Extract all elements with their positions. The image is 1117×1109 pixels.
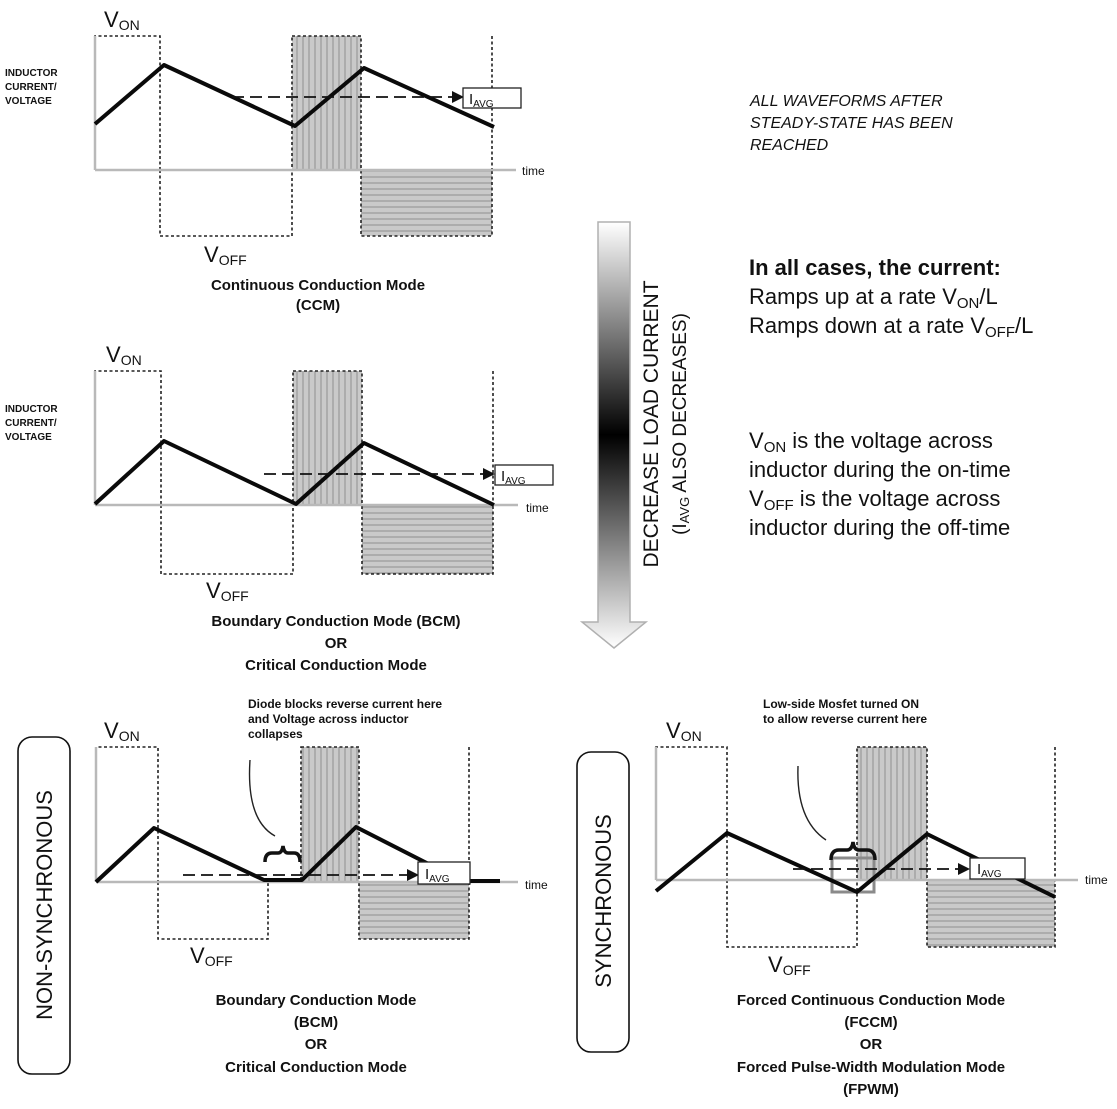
summary-ramp-up: Ramps up at a rate VON/L (749, 284, 998, 312)
ns-iavg-label: $I_{AVG}$ (425, 866, 450, 885)
diode-note-3: collapses (248, 727, 303, 741)
ns-time-label: time (525, 878, 548, 892)
ns-shaded-on-pulse (301, 747, 359, 882)
synchronous-panel (577, 697, 1108, 1098)
bcm-off-pulse (161, 505, 293, 574)
ns-iavg-arrowhead (407, 869, 419, 881)
s-shaded-off-pulse (927, 880, 1055, 947)
s-time-label: time (1085, 873, 1108, 887)
bcm-y-label-1: INDUCTOR (5, 404, 58, 415)
bcm-voff-label: VOFF (206, 578, 249, 604)
s-annotation-leader (798, 766, 826, 840)
ns-brace (265, 846, 300, 862)
voff-definition-1: VOFF is the voltage across (749, 486, 1001, 514)
arrow-label-2: (IAVG ALSO DECREASES) (670, 313, 692, 535)
decrease-load-arrow (582, 222, 692, 648)
s-voff-label: VOFF (768, 952, 811, 978)
bcm-caption-3: Critical Conduction Mode (245, 657, 427, 674)
bcm-caption-1: Boundary Conduction Mode (BCM) (211, 613, 461, 630)
synchronous-label: SYNCHRONOUS (591, 814, 616, 988)
mosfet-note-1: Low-side Mosfet turned ON (763, 697, 919, 711)
bcm-y-label-3: VOLTAGE (5, 432, 52, 443)
current-summary (749, 255, 1033, 341)
s-caption-4: Forced Pulse-Width Modulation Mode (736, 1059, 1006, 1076)
bcm-von-label: VON (106, 342, 142, 368)
arrow-label-1: DECREASE LOAD CURRENT (640, 280, 663, 568)
bcm-shaded-off-pulse (362, 505, 493, 574)
s-caption-5: (FPWM) (843, 1081, 899, 1098)
non-synchronous-panel (18, 697, 548, 1076)
ns-caption-3: OR (304, 1036, 328, 1053)
note-line-2: STEADY-STATE HAS BEEN (750, 115, 953, 132)
note-line-1: ALL WAVEFORMS AFTER (750, 93, 943, 110)
ccm-iavg-label: $I_{AVG}$ (469, 91, 494, 110)
ns-caption-4: Critical Conduction Mode (225, 1059, 407, 1076)
ccm-von-label: VON (104, 7, 140, 33)
s-off-pulse (727, 880, 857, 947)
ns-off-pulse (158, 882, 268, 939)
ccm-time-label: time (522, 164, 545, 178)
voltage-definitions (749, 428, 1011, 540)
ns-caption-1: Boundary Conduction Mode (215, 992, 417, 1009)
bcm-caption-2: OR (324, 635, 348, 652)
von-definition-2: inductor during the on-time (749, 457, 1011, 482)
bcm-panel (5, 342, 553, 674)
voff-definition-2: inductor during the off-time (749, 515, 1011, 540)
ns-annotation-leader (250, 760, 275, 836)
s-iavg-arrowhead (958, 863, 970, 875)
ccm-voff-label: VOFF (204, 242, 247, 268)
s-von-label: VON (666, 718, 702, 744)
steady-state-note (749, 93, 953, 154)
bcm-shaded-on-pulse (293, 371, 362, 505)
ccm-on-pulse (95, 36, 160, 170)
note-line-3: REACHED (750, 137, 829, 154)
ccm-caption-2: (CCM) (295, 297, 341, 314)
summary-ramp-down: Ramps down at a rate VOFF/L (749, 313, 1034, 341)
diode-note-1: Diode blocks reverse current here (248, 697, 443, 711)
ns-von-label: VON (104, 718, 140, 744)
s-shaded-on-pulse (857, 747, 927, 880)
ccm-y-label-1: INDUCTOR (5, 68, 58, 79)
ccm-shaded-off-pulse (361, 170, 492, 236)
ccm-y-label-3: VOLTAGE (5, 96, 52, 107)
bcm-iavg-label: $I_{AVG}$ (501, 468, 526, 487)
ns-on-pulse (96, 747, 158, 882)
mosfet-note-2: to allow reverse current here (763, 712, 928, 726)
gradient-arrow-shape (582, 222, 646, 648)
s-caption-2: (FCCM) (844, 1014, 898, 1031)
ccm-y-label-2: CURRENT/ (5, 82, 57, 93)
s-iavg-label: $I_{AVG}$ (977, 861, 1002, 880)
summary-heading: In all cases, the current: (749, 255, 1001, 280)
ccm-shaded-on-pulse (292, 36, 361, 170)
ccm-iavg-arrowhead (452, 91, 464, 103)
ccm-off-pulse (160, 170, 292, 236)
s-caption-3: OR (859, 1036, 883, 1053)
bcm-y-label-2: CURRENT/ (5, 418, 57, 429)
ns-shaded-off-pulse (359, 882, 469, 939)
ns-caption-2: (BCM) (293, 1014, 339, 1031)
bcm-time-label: time (526, 501, 549, 515)
ccm-caption-1: Continuous Conduction Mode (210, 277, 426, 294)
diode-note-2: and Voltage across inductor (248, 712, 409, 726)
ccm-panel (5, 7, 545, 314)
non-synchronous-label: NON-SYNCHRONOUS (32, 790, 57, 1020)
s-caption-1: Forced Continuous Conduction Mode (736, 992, 1006, 1009)
bcm-on-pulse (95, 371, 161, 505)
ns-voff-label: VOFF (190, 943, 233, 969)
von-definition-1: VON is the voltage across (749, 428, 993, 456)
